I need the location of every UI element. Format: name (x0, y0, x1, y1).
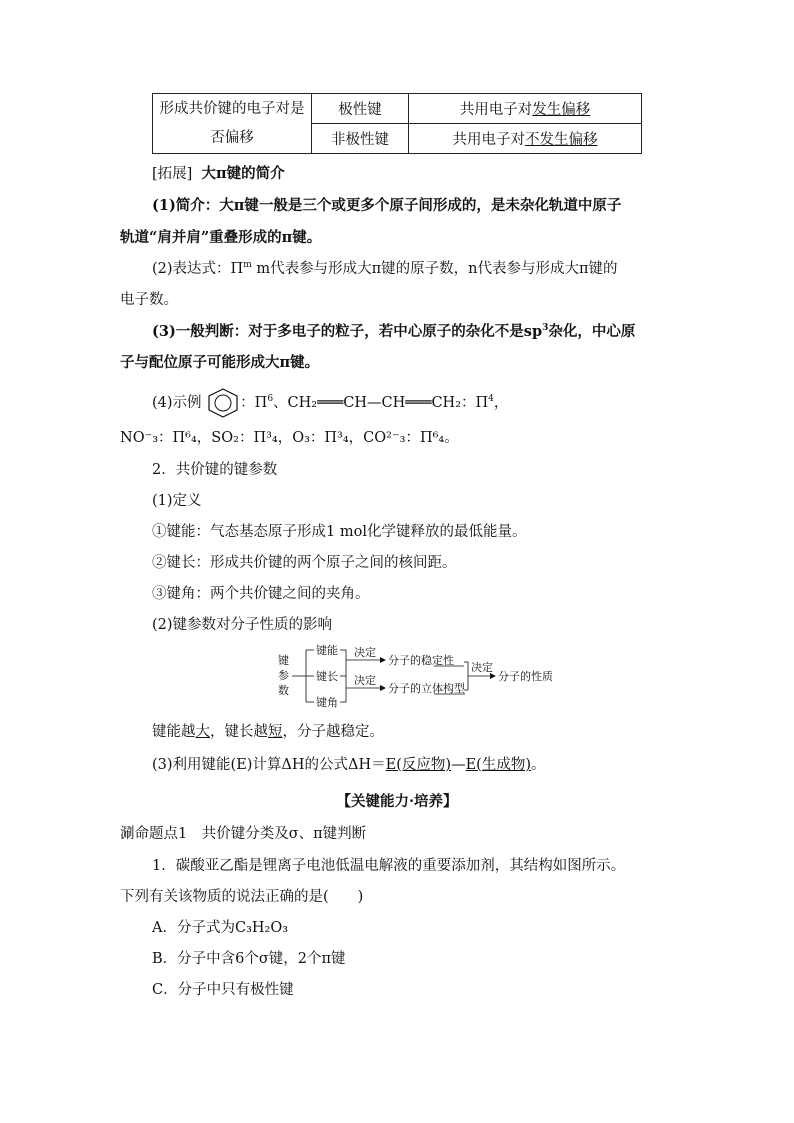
ext-p2b: 电子数。 (120, 292, 178, 308)
table-left-label: 形成共价键的电子对是否偏移 (153, 94, 312, 154)
bond-polarity-table (152, 93, 642, 154)
diagram-decide-3: 决定 (471, 661, 493, 674)
diagram-bond-energy: 键能 (316, 644, 338, 657)
table-row2-type: 非极性键 (312, 124, 409, 154)
ext-p3a: (3)一般判断：对于多电子的粒子，若中心原子的杂化不是$sp^3$杂化，中心原 (152, 323, 636, 340)
s3-line1: 键能越大，键长越短，分子越稳定。 (152, 724, 384, 740)
q1-option-c: C．分子中只有极性键 (152, 982, 294, 998)
s2-item2: ②键长：形成共价键的两个原子之间的核间距。 (152, 555, 457, 571)
s2-heading: 2．共价键的键参数 (152, 462, 278, 478)
s2-item1: ①键能：气态基态原子形成1 mol化学键释放的最低能量。 (152, 524, 527, 540)
diagram-root-2: 参 (278, 669, 289, 682)
s2-item3: ③键角：两个共价键之间的夹角。 (152, 586, 370, 602)
s2-influence: (2)键参数对分子性质的影响 (152, 617, 333, 633)
s3-line2: (3)利用键能(E)计算ΔH的公式ΔH＝E(反应物)—E(生成物)。 (152, 757, 546, 773)
q1-option-b: B．分子中含6个σ键，2个π键 (152, 951, 346, 967)
benzene-ring-icon (206, 387, 240, 419)
ext-p4b: NO⁻₃：Π⁶₄，SO₂：Π³₄，O₃：Π³₄，CO²⁻₃：Π⁶₄。 (120, 430, 459, 446)
ext-title: [拓展] 大π键的简介 (152, 165, 285, 182)
ext-p4a: (4)示例 ：$\Pi^6$、CH₂═══CH—CH═══CH₂：$\Pi^4$， (152, 387, 508, 419)
diagram-properties: 分子的性质 (498, 670, 553, 683)
key-banner: 【关键能力·培养】 (336, 793, 458, 810)
diagram-bond-length: 键长 (316, 670, 338, 683)
diagram-decide-1: 决定 (354, 646, 376, 659)
diagram-root-3: 数 (278, 684, 289, 697)
diagram-geometry: 分子的立体构型 (388, 682, 465, 695)
ext-p1b: 轨道“肩并肩”重叠形成的π键。 (120, 229, 322, 246)
bond-parameter-diagram (270, 640, 570, 710)
table-row1-type: 极性键 (312, 94, 409, 124)
q1-line1: 1．碳酸亚乙酯是锂离子电池低温电解液的重要添加剂，其结构如图所示。 (152, 858, 626, 874)
q1-line2: 下列有关该物质的说法正确的是( ) (120, 889, 364, 905)
table-row1-desc: 共用电子对发生偏移 (409, 94, 642, 124)
q1-option-a: A．分子式为C₃H₂O₃ (152, 920, 289, 936)
diagram-root-1: 键 (278, 654, 289, 667)
diagram-decide-2: 决定 (354, 674, 376, 687)
ext-p3b: 子与配位原子可能形成大π键。 (120, 354, 320, 371)
table-row2-desc: 共用电子对不发生偏移 (409, 124, 642, 154)
ext-p2a: (2)表达式：$\Pi^m$ m代表参与形成大π键的原子数，n代表参与形成大π键的 (152, 260, 618, 277)
key-point: 涮命题点1 共价键分类及σ、π键判断 (120, 826, 367, 842)
diagram-bond-angle: 键角 (316, 696, 338, 709)
s2-def: (1)定义 (152, 493, 202, 509)
ext-p1a: (1)简介：大π键一般是三个或更多个原子间形成的，是未杂化轨道中原子 (152, 197, 622, 214)
diagram-stability: 分子的稳定性 (388, 654, 454, 667)
